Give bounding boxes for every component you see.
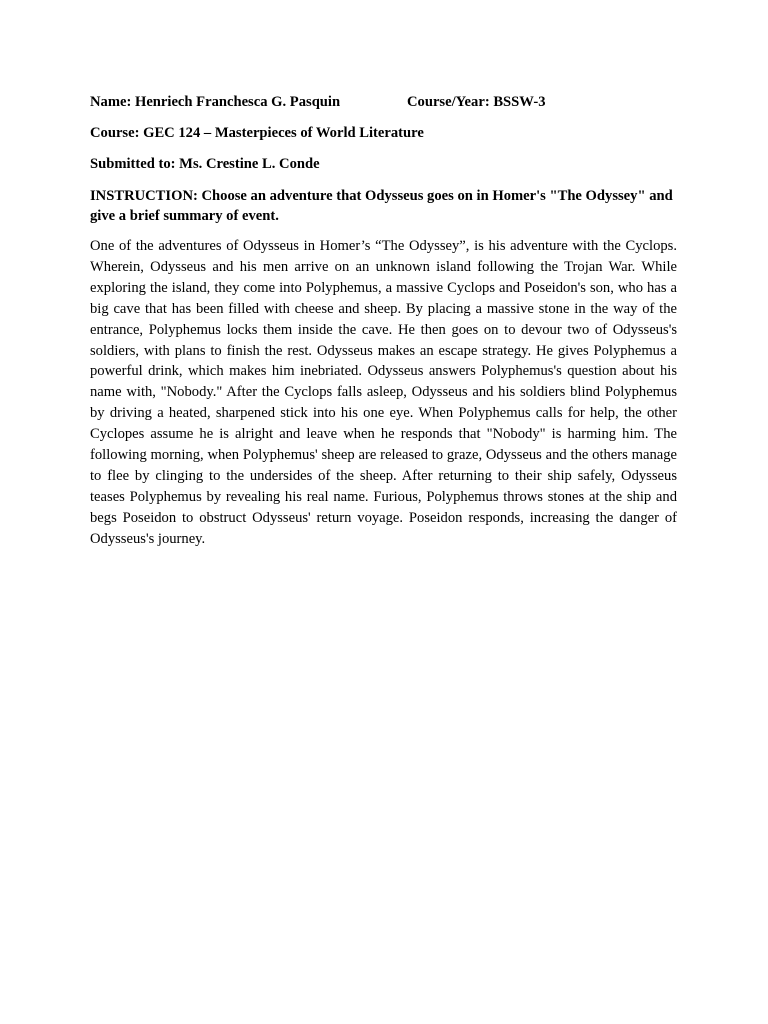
document-page — [90, 93, 677, 550]
summary-paragraph: One of the adventures of Odysseus in Homer’s “The Odyssey”, is his adventure with the Cyclops. Wherein, Odysseus and his men arrive on an unknown island following the Trojan War. While exploring the island, they come into Polyphemus, a massive Cyclops and Poseidon's son, who has a big cave that has been filled with cheese and sheep. By placing a massive stone in the way of the entrance, Polyphemus locks them inside the cave. He then goes on to devour two of Odysseus's soldiers, with plans to finish the rest. Odysseus makes an escape strategy. He gives Polyphemus a powerful drink, which makes him inebriated. Odysseus answers Polyphemus's question about his name with, "Nobody." After the Cyclops falls asleep, Odysseus and his soldiers blind Polyphemus by driving a heated, sharpened stick into his one eye. When Polyphemus calls for help, the other Cyclopes assume he is alright and leave when he responds that "Nobody" is harming him. The following morning, when Polyphemus' sheep are released to graze, Odysseus and the others manage to flee by clinging to the undersides of the sheep. After returning to their ship safely, Odysseus teases Polyphemus by revealing his real name. Furious, Polyphemus throws stones at the ship and begs Poseidon to obstruct Odysseus' return voyage. Poseidon responds, increasing the danger of Odysseus's journey. — [90, 238, 677, 547]
student-name: Name: Henriech Franchesca G. Pasquin — [90, 94, 341, 110]
course-year: Course/Year: BSSW-3 — [407, 94, 546, 110]
submitted-to-line: Submitted to: Ms. Crestine L. Conde — [90, 156, 320, 172]
course-line: Course: GEC 124 – Masterpieces of World Literature — [90, 125, 424, 141]
instruction-paragraph: INSTRUCTION: Choose an adventure that Odysseus goes on in Homer's "The Odyssey" and give a brief summary of event. — [90, 188, 673, 224]
name-course-row — [90, 93, 677, 112]
